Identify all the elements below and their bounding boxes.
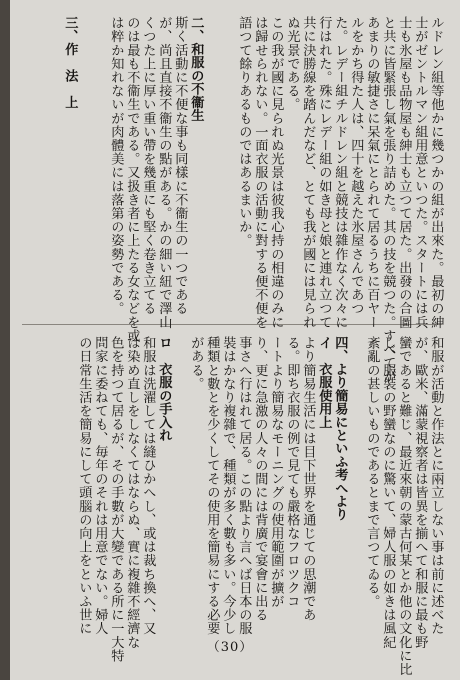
- text-line: 共に決勝線を踏んだなど、とても我が國には見られ: [300, 16, 316, 329]
- text-line: が、歐米、滿蒙視察者は皆異を揃へて和服に最も野: [412, 336, 428, 649]
- text-line: と共に皆緊張し氣を張り詰めた。其の技を競つた。すべてが: [380, 16, 396, 384]
- text-line: ルをかち得た人は、四十を越えた氷屋さんであつ: [348, 16, 364, 316]
- text-line: り、更に急激の人々の間には背廣で宴會に出る: [252, 336, 268, 622]
- text-line: る。即ち衣服の例で見ても嚴格なフロツクコ: [284, 336, 300, 608]
- page-number: （30）: [206, 640, 254, 655]
- text-line: 問家に委ねても、毎年のそれは用意でない。婦人: [92, 336, 108, 636]
- section-heading-4: 四、より簡易にといふ考へより: [332, 336, 348, 521]
- section-heading-2: 二、和服の不衞生: [188, 16, 204, 122]
- text-line: くつた上に厚い重い帶を幾重にも堅く卷き立てる: [140, 16, 156, 316]
- text-line: 色を持つて居るが、その手數が大變である所に一大特: [108, 336, 124, 663]
- text-line: の日常生活を簡易にして頭腦の向上をといふ世に: [76, 336, 92, 636]
- text-line: 裝はかなり複雜で、種類が多く數も多い。今少し: [220, 336, 236, 636]
- text-line: ルドレン組等他かに幾つかの組が出來た。最初の紳: [428, 16, 444, 329]
- text-line: 紊亂の甚しいものであるとまで言つてゐる。: [364, 336, 380, 608]
- text-line: ぬ光景である。: [284, 16, 300, 112]
- text-line: は粹か知れないが肉體美には落第の姿勢である。: [108, 16, 124, 316]
- text-line: 行はれた。殊にレデー組の如き母と娘と連れ立つて: [316, 16, 332, 329]
- text-line: た。レデー組チルドレン組と競技は雜作なく次々に: [332, 16, 348, 329]
- text-line: がある。: [188, 336, 204, 391]
- text-line: より簡易生活には目下世界を通じての思潮であ: [300, 336, 316, 622]
- text-line: 語つて餘りあるものではあるまいか。: [236, 16, 252, 248]
- text-line: ートより簡易なモーニングの使用範圍が擴が: [268, 336, 284, 608]
- section-divider: [22, 324, 442, 325]
- text-line: は歸せられない。一面衣服の活動に對する便不便を: [252, 16, 268, 329]
- text-line: し、服裝の野蠻なのに驚いて、婦人服の如きは風紀: [380, 336, 396, 649]
- text-line: 和服が活動と作法とに兩立しない事は前に述べた: [428, 336, 444, 636]
- text-line: 種類と數とを少くしてその使用を簡易にする必要: [204, 336, 220, 636]
- text-line: 士も氷屋も品物屋も紳士も立つて居た。出發の合圖: [396, 16, 412, 329]
- subsection-heading-i: イ 衣服使用上: [316, 336, 332, 429]
- text-line: は染め直しをしなくてはならぬ、實に複雜不經濟な: [124, 336, 140, 649]
- text-line: 和服は洗濯しては縫ひかへし、或は裁ち換へ、又: [140, 336, 156, 636]
- chapter-heading: 三、作 法 上: [62, 16, 78, 109]
- text-line: 士がゼントルマン組用意といつた。スタートには兵: [412, 16, 428, 329]
- text-line: が、尚且直接不衞生の點がある。かの細い紐で澤山: [156, 16, 172, 329]
- text-line: のは最も不衞生である。又扱き者に上たる女などを或: [124, 16, 140, 343]
- text-line: この我が國に見られぬ光景は彼我心持の相違のみに: [268, 16, 284, 329]
- text-line: あまりの敏捷さに呆氣にとられて居るうちに百ヤー: [364, 16, 380, 329]
- text-line: 事さへ行はれて居る。この點より言へば日本の服: [236, 336, 252, 636]
- text-line: 斯く活動に不便な事も同樣に不衞生の一つである: [172, 16, 188, 316]
- text-line: 蠻であると難じ、最近來朝の蒙古何某とか他の文化に比: [396, 336, 412, 676]
- subsection-heading-ro: ロ 衣服の手入れ: [156, 336, 172, 442]
